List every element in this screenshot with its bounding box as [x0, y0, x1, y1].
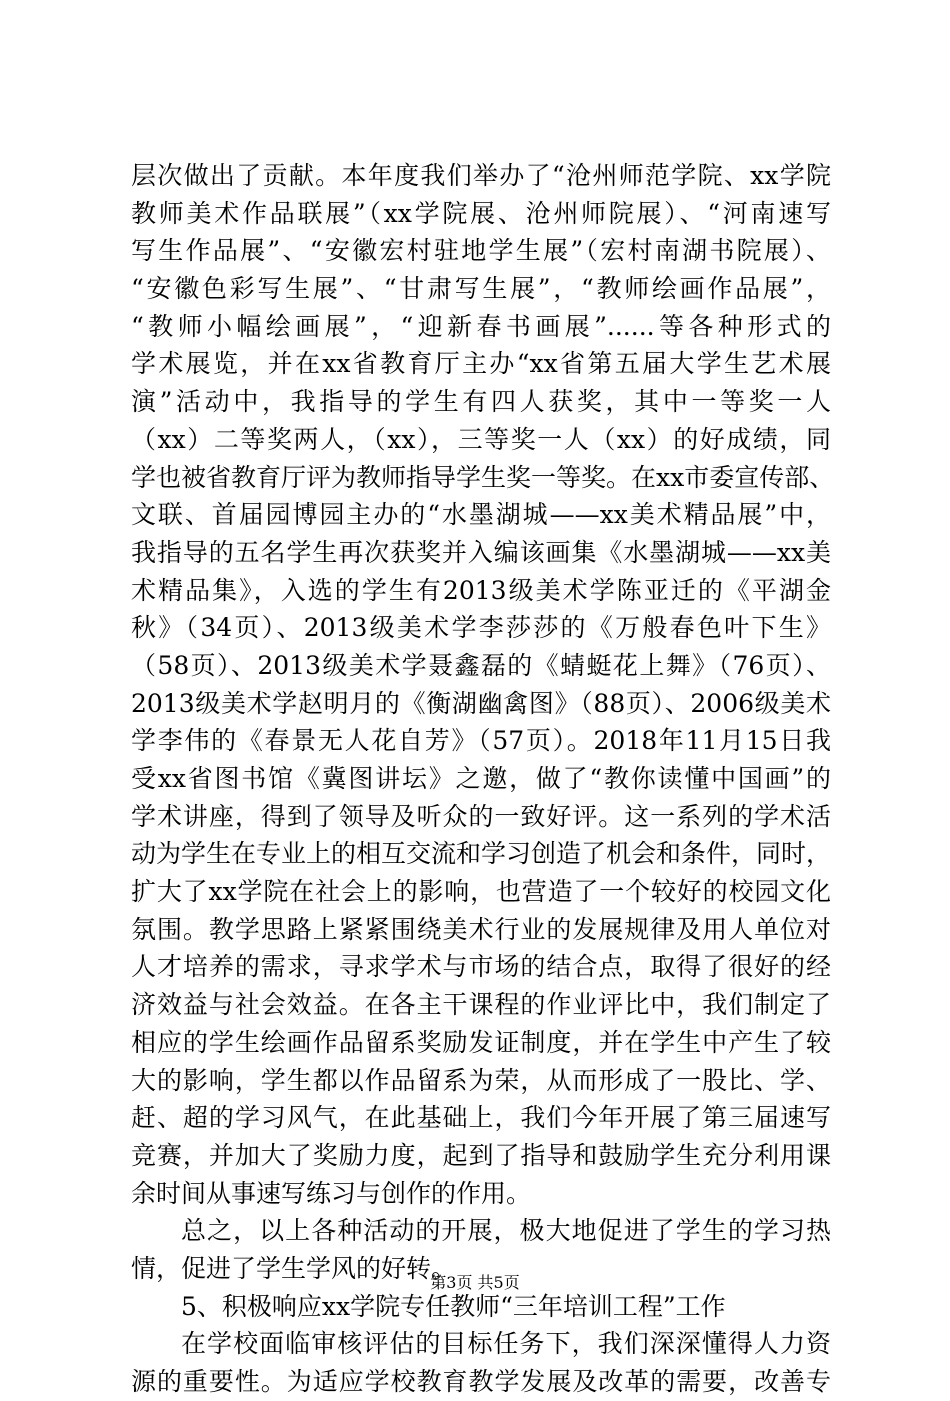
- page-number-footer: 第3页 共5页: [430, 1273, 520, 1292]
- document-body: [131, 157, 835, 1401]
- paragraph-1-line-15: 2013级美术学赵明月的《衡湖幽禽图》（88页）、2006级美术: [131, 688, 831, 718]
- paragraph-1-line-10: 文联、首届园博园主办的“水墨湖城——xx美术精品展”中，: [131, 500, 831, 530]
- paragraph-1-line-3: 写生作品展”、“安徽宏村驻地学生展”（宏村南湖书院展）、: [131, 236, 831, 266]
- paragraph-1-line-4: “安徽色彩写生展”、“甘肃写生展”，“教师绘画作品展”，: [131, 274, 831, 304]
- paragraph-1-line-13: 秋》（34页）、2013级美术学李莎莎的《万般春色叶下生》: [131, 613, 831, 643]
- paragraph-1-line-26: 赶、超的学习风气，在此基础上，我们今年开展了第三届速写: [131, 1103, 831, 1133]
- paragraph-1-line-18: 学术讲座，得到了领导及听众的一致好评。这一系列的学术活: [131, 801, 831, 831]
- paragraph-1-line-9: 学也被省教育厅评为教师指导学生奖一等奖。在xx市委宣传部、: [131, 462, 835, 492]
- paragraph-1-line-23: 济效益与社会效益。在各主干课程的作业评比中，我们制定了: [131, 990, 831, 1020]
- paragraph-1-line-14: （58页）、2013级美术学聂鑫磊的《蜻蜓花上舞》（76页）、: [131, 650, 831, 680]
- paragraph-2-line-2: 情，促进了学生学风的好转。: [131, 1253, 457, 1283]
- paragraph-1-line-1: 层次做出了贡献。本年度我们举办了“沧州师范学院、xx学院: [131, 161, 831, 190]
- paragraph-2-line-1: 总之，以上各种活动的开展，极大地促进了学生的学习热: [181, 1216, 831, 1246]
- paragraph-1-line-8: （xx）二等奖两人，（xx），三等奖一人（xx）的好成绩，同: [131, 424, 831, 454]
- paragraph-1-line-11: 我指导的五名学生再次获奖并入编该画集《水墨湖城——xx美: [131, 537, 831, 567]
- paragraph-4-line-1: 在学校面临审核评估的目标任务下，我们深深懂得人力资: [181, 1329, 831, 1359]
- paragraph-1-line-24: 相应的学生绘画作品留系奖励发证制度，并在学生中产生了较: [131, 1027, 831, 1057]
- paragraph-1-line-12: 术精品集》，入选的学生有2013级美术学陈亚迁的《平湖金: [131, 575, 831, 605]
- paragraph-1-line-5: “教师小幅绘画展”，“迎新春书画展”......等各种形式的: [131, 311, 831, 341]
- paragraph-1-line-2: 教师美术作品联展”（xx学院展、沧州师院展）、“河南速写: [131, 198, 831, 228]
- paragraph-1-line-20: 扩大了xx学院在社会上的影响，也营造了一个较好的校园文化: [131, 877, 831, 907]
- paragraph-1-line-21: 氛围。教学思路上紧紧围绕美术行业的发展规律及用人单位对: [131, 914, 831, 944]
- paragraph-1-line-28: 余时间从事速写练习与创作的作用。: [131, 1178, 532, 1208]
- paragraph-1-line-27: 竞赛，并加大了奖励力度，起到了指导和鼓励学生充分利用课: [131, 1140, 831, 1170]
- paragraph-1-line-17: 受xx省图书馆《冀图讲坛》之邀，做了“教你读懂中国画”的: [131, 764, 831, 793]
- paragraph-1-line-16: 学李伟的《春景无人花自芳》（57页）。2018年11月15日我: [131, 726, 831, 756]
- paragraph-1-line-19: 动为学生在专业上的相互交流和学习创造了机会和条件，同时，: [131, 839, 832, 869]
- section-heading-5: 5、积极响应xx学院专任教师“三年培训工程”工作: [181, 1291, 726, 1321]
- paragraph-1-line-7: 演”活动中，我指导的学生有四人获奖，其中一等奖一人: [131, 387, 831, 417]
- paragraph-1-line-22: 人才培养的需求，寻求学术与市场的结合点，取得了很好的经: [131, 952, 831, 982]
- paragraph-4-line-2: 源的重要性。为适应学校教育教学发展及改革的需要，改善专: [131, 1367, 831, 1396]
- paragraph-1-line-6: 学术展览，并在xx省教育厅主办“xx省第五届大学生艺术展: [131, 349, 831, 379]
- paragraph-1-line-25: 大的影响，学生都以作品留系为荣，从而形成了一股比、学、: [131, 1065, 831, 1095]
